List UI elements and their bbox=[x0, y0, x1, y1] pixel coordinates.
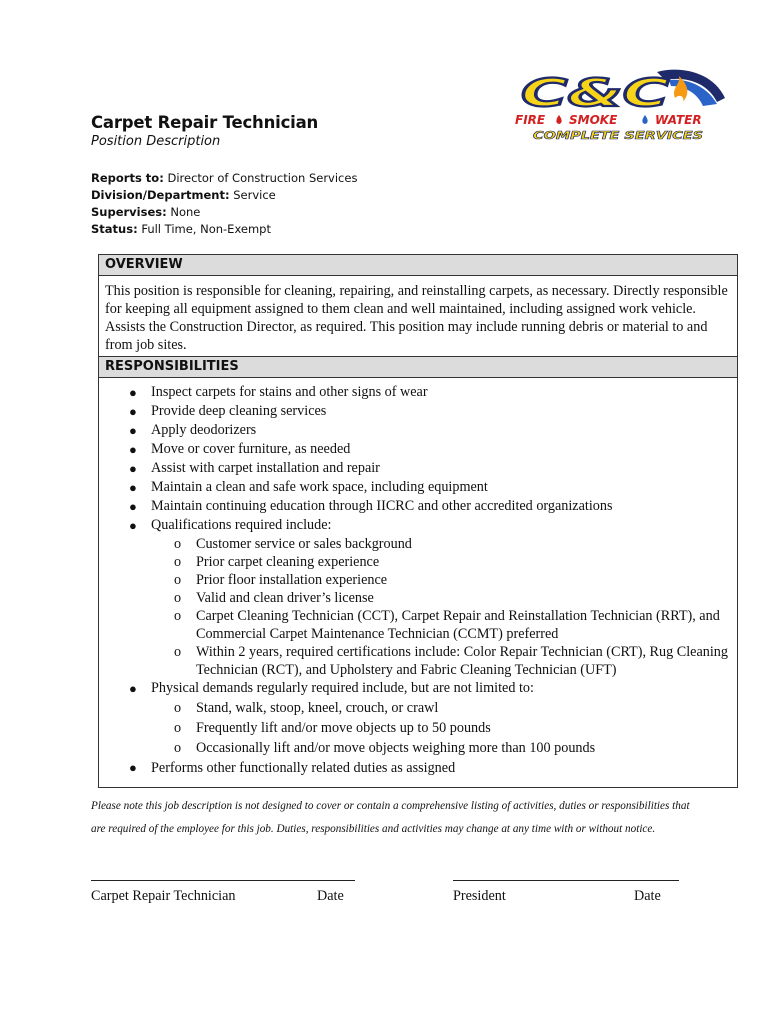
responsibilities-heading: RESPONSIBILITIES bbox=[105, 359, 239, 374]
circle-bullet-icon: o bbox=[174, 536, 182, 552]
sublist-item: o Within 2 years, required certifications include: Color Repair Technician (CRT), Rug Cleaning Technician (RCT), and Upholstery and Fabric Cleaning Technician (UFT) bbox=[174, 644, 728, 678]
list-item: ● Maintain continuing education through IICRC and other accredited organizations bbox=[129, 498, 613, 514]
circle-bullet-icon: o bbox=[174, 608, 182, 624]
list-item: ● Move or cover furniture, as needed bbox=[129, 441, 351, 457]
division-field bbox=[91, 187, 276, 203]
sublist-container bbox=[99, 535, 737, 679]
document-subtitle: Position Description bbox=[91, 134, 221, 149]
list-item: ● Provide deep cleaning services bbox=[129, 403, 327, 419]
reports-to-value: Director of Construction Services bbox=[167, 171, 358, 185]
president-signature-label: President bbox=[453, 888, 506, 904]
logo-tagline-fire: FIRE bbox=[515, 113, 546, 127]
division-label: Division/Department: bbox=[91, 188, 230, 202]
circle-bullet-icon: o bbox=[174, 590, 182, 606]
overview-header bbox=[99, 255, 737, 276]
responsibilities-section bbox=[98, 357, 738, 788]
circle-bullet-icon: o bbox=[174, 700, 182, 716]
status-value: Full Time, Non-Exempt bbox=[141, 222, 271, 236]
logo-tagline-water: WATER bbox=[655, 113, 702, 127]
sublist-item: o Prior carpet cleaning experience bbox=[174, 554, 380, 570]
responsibilities-header bbox=[99, 357, 737, 378]
responsibilities-list bbox=[99, 383, 737, 778]
sublist-item: o Occasionally lift and/or move objects weighing more than 100 pounds bbox=[174, 740, 596, 756]
bullet-icon: ● bbox=[129, 760, 137, 775]
bullet-icon: ● bbox=[129, 480, 137, 495]
list-item: ● Assist with carpet installation and repair bbox=[129, 460, 380, 476]
list-item: ● Performs other functionally related duties as assigned bbox=[129, 760, 456, 776]
bullet-icon: ● bbox=[129, 442, 137, 457]
bullet-icon: ● bbox=[129, 461, 137, 476]
reports-to-field bbox=[91, 170, 357, 186]
list-item: ● Apply deodorizers bbox=[129, 422, 257, 438]
sublist-item: o Customer service or sales background bbox=[174, 536, 412, 552]
logo-main-text: C&C bbox=[521, 71, 670, 115]
supervises-value: None bbox=[170, 205, 201, 219]
circle-bullet-icon: o bbox=[174, 644, 182, 660]
list-item: ● Inspect carpets for stains and other signs of wear bbox=[129, 384, 428, 400]
president-date-label: Date bbox=[634, 888, 661, 904]
status-field bbox=[91, 221, 271, 237]
president-signature-line bbox=[453, 880, 679, 881]
logo-tagline-smoke: SMOKE bbox=[569, 113, 618, 127]
circle-bullet-icon: o bbox=[174, 572, 182, 588]
employee-signature-label: Carpet Repair Technician bbox=[91, 888, 236, 904]
overview-heading: OVERVIEW bbox=[105, 257, 183, 272]
sublist-item: o Stand, walk, stoop, kneel, crouch, or crawl bbox=[174, 700, 439, 716]
status-label: Status: bbox=[91, 222, 138, 236]
sublist-item: o Prior floor installation experience bbox=[174, 572, 388, 588]
employee-date-label: Date bbox=[317, 888, 344, 904]
overview-section bbox=[98, 254, 738, 357]
company-logo bbox=[507, 68, 732, 146]
bullet-icon: ● bbox=[129, 385, 137, 400]
supervises-label: Supervises: bbox=[91, 205, 167, 219]
bullet-icon: ● bbox=[129, 423, 137, 438]
disclaimer-text: Please note this job description is not designed to cover or contain a comprehensive listing of activities, duties or responsibilities that are required of the employee for this job. Duties, responsibilities and activities may change at any time with or without notice. bbox=[91, 800, 690, 835]
bullet-icon: ● bbox=[129, 499, 137, 514]
sublist-item: o Carpet Cleaning Technician (CCT), Carpet Repair and Reinstallation Technician (RRT), and Commercial Carpet Maintenance Technician (CCMT) preferred bbox=[174, 608, 720, 642]
supervises-field bbox=[91, 204, 200, 220]
list-item: ● Maintain a clean and safe work space, including equipment bbox=[129, 479, 488, 495]
reports-to-label: Reports to: bbox=[91, 171, 164, 185]
division-value: Service bbox=[233, 188, 276, 202]
circle-bullet-icon: o bbox=[174, 720, 182, 736]
sublist-item: o Frequently lift and/or move objects up to 50 pounds bbox=[174, 720, 491, 736]
employee-signature-line bbox=[91, 880, 355, 881]
bullet-icon: ● bbox=[129, 681, 137, 696]
qualifications-sublist bbox=[99, 535, 737, 679]
logo-sub-tagline: COMPLETE SERVICES bbox=[533, 130, 703, 142]
bullet-icon: ● bbox=[129, 518, 137, 533]
circle-bullet-icon: o bbox=[174, 554, 182, 570]
physical-demands-sublist bbox=[99, 698, 737, 758]
bullet-icon: ● bbox=[129, 404, 137, 419]
overview-text: This position is responsible for cleaning, repairing, and reinstalling carpets, as necessary. Directly responsible for keeping all equipment assigned to them clean and well maintained, including assigned work vehicle. Assists the Construction Director, as required. This position may include running debris or material to and from job sites. bbox=[105, 283, 728, 353]
list-item: ● Qualifications required include: bbox=[129, 517, 332, 533]
circle-bullet-icon: o bbox=[174, 740, 182, 756]
sublist-item: o Valid and clean driver’s license bbox=[174, 590, 374, 606]
sublist-container bbox=[99, 698, 737, 758]
list-item: ● Physical demands regularly required include, but are not limited to: bbox=[129, 680, 534, 696]
document-title: Carpet Repair Technician bbox=[91, 113, 319, 132]
